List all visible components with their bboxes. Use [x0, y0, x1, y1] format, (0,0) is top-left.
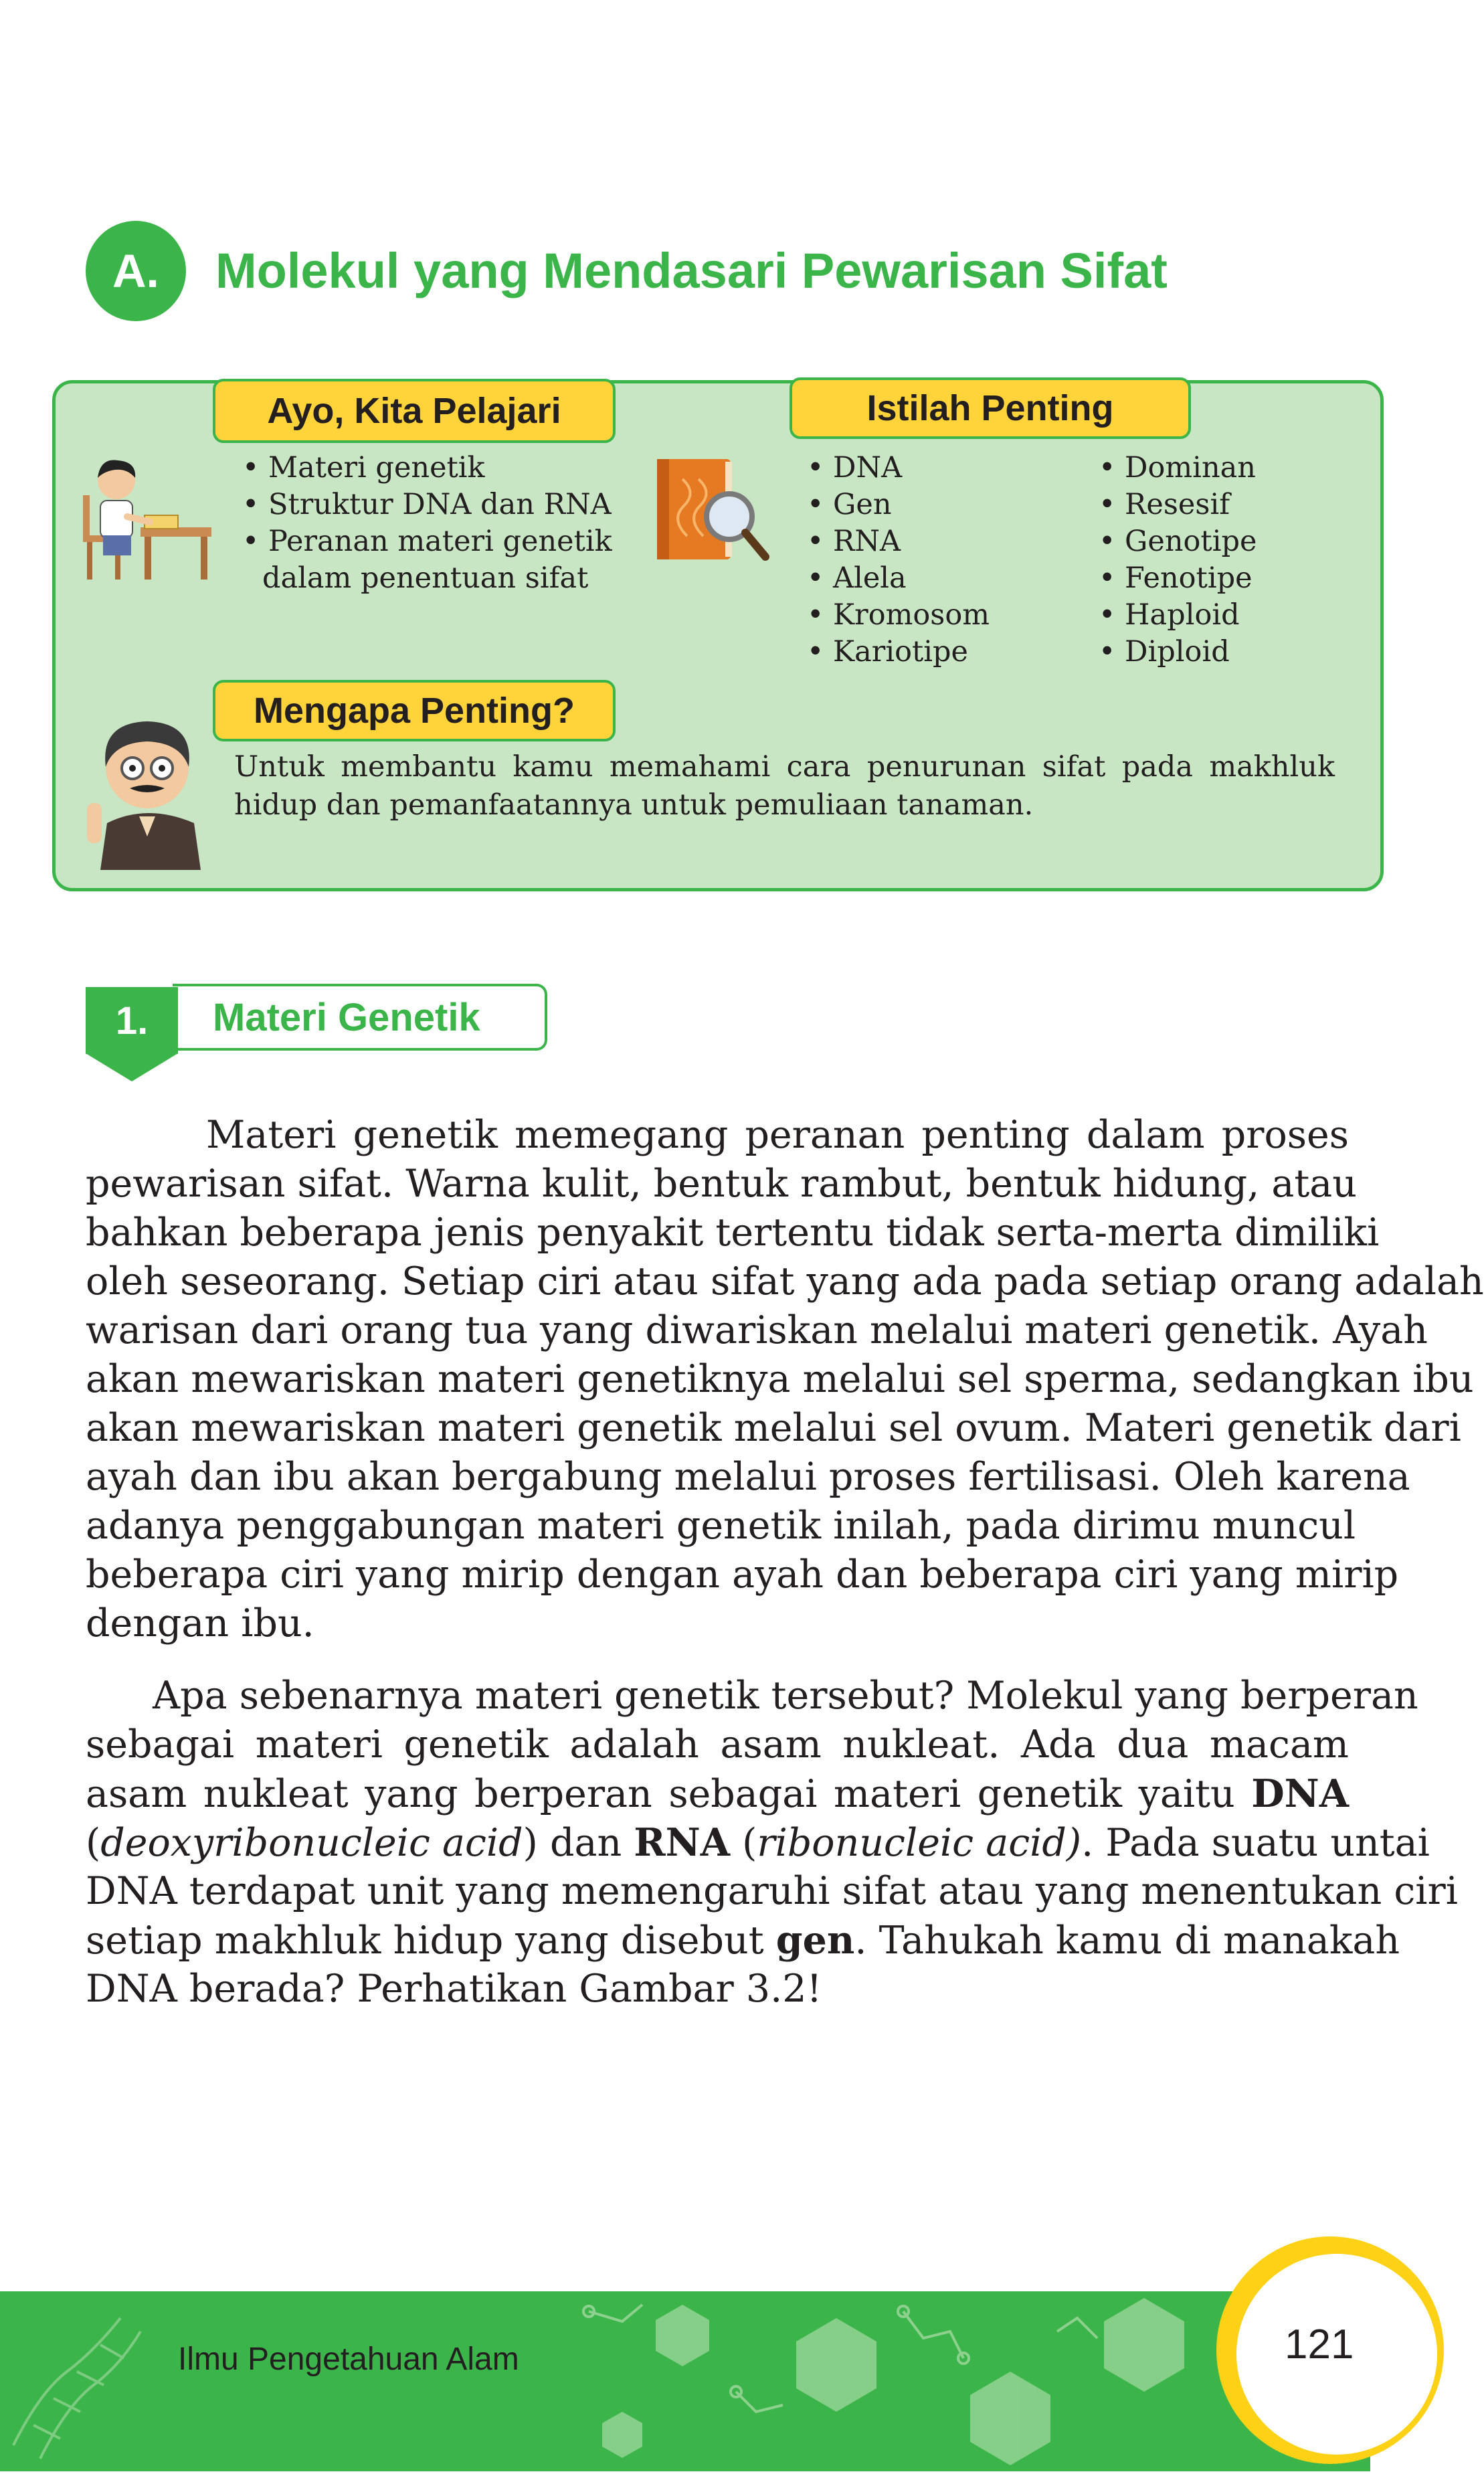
paragraph-line: pewarisan sifat. Warna kulit, bentuk rambut, bentuk hidung, atau	[86, 1162, 1357, 1206]
paragraph-line: bahkan beberapa jenis penyakit tertentu tidak serta-merta dimiliki	[86, 1211, 1380, 1255]
subsection-title: Materi Genetik	[173, 984, 547, 1051]
list-item: • Gen	[807, 487, 990, 523]
list-item: • Genotipe	[1099, 523, 1257, 560]
why-tab: Mengapa Penting?	[213, 680, 616, 741]
text-run: . Pada suatu untai	[1081, 1821, 1430, 1865]
footer-book-title: Ilmu Pengetahuan Alam	[178, 2342, 519, 2377]
list-item: • Haploid	[1099, 597, 1257, 634]
terms-tab: Istilah Penting	[790, 377, 1191, 439]
paragraph-line	[86, 1916, 1400, 1965]
learn-list-continuation: dalam penentuan sifat	[262, 561, 589, 595]
book-magnifier-icon	[650, 452, 771, 566]
list-item: • Dominan	[1099, 450, 1257, 487]
list-item: • Diploid	[1099, 634, 1257, 671]
page-number: 121	[1285, 2321, 1354, 2368]
paragraph-line: sebagai materi genetik adalah asam nukleat. Ada dua macam	[86, 1722, 1349, 1767]
student-studying-icon	[80, 455, 214, 582]
list-item: • Peranan materi genetik	[242, 523, 612, 560]
term-gen: gen	[775, 1918, 855, 1963]
paragraph-2	[86, 1672, 1458, 2014]
subsection-ribbon-tail	[86, 1053, 178, 1081]
why-text: Untuk membantu kamu memahami cara penurunan sifat pada makhluk hidup dan pemanfaatannya untuk pemuliaan tanaman.	[234, 750, 1335, 822]
text-run: (	[729, 1821, 757, 1865]
learn-list	[242, 450, 612, 560]
term-dna-full: deoxyribonucleic acid	[100, 1821, 523, 1865]
list-item: • Resesif	[1099, 487, 1257, 523]
term-dna: DNA	[1251, 1771, 1349, 1816]
paragraph-line: akan mewariskan materi genetiknya melalui sel sperma, sedangkan ibu	[86, 1357, 1474, 1401]
list-item: • Kariotipe	[807, 634, 990, 671]
term-rna-full: ribonucleic acid)	[757, 1821, 1082, 1865]
list-item: • Struktur DNA dan RNA	[242, 487, 612, 523]
list-item: • RNA	[807, 523, 990, 560]
paragraph-line: dengan ibu.	[86, 1601, 314, 1646]
terms-list-col2	[1099, 450, 1257, 671]
paragraph-line	[86, 1769, 1349, 1818]
paragraph-line: warisan dari orang tua yang diwariskan melalui materi genetik. Ayah	[86, 1308, 1428, 1352]
paragraph-line: akan mewariskan materi genetik melalui sel ovum. Materi genetik dari	[86, 1406, 1461, 1450]
section-title: Molekul yang Mendasari Pewarisan Sifat	[215, 243, 1168, 298]
text-run: (	[86, 1821, 101, 1865]
footer-molecule-decoration	[0, 2291, 1370, 2471]
list-item: • Kromosom	[807, 597, 990, 634]
terms-list-col1	[807, 450, 990, 671]
paragraph-1	[86, 1111, 1484, 1648]
paragraph-line: ayah dan ibu akan bergabung melalui proses fertilisasi. Oleh karena	[86, 1455, 1410, 1499]
list-item: • Alela	[807, 560, 990, 597]
teacher-icon	[80, 703, 214, 870]
text-run: . Tahukah kamu di manakah	[854, 1919, 1400, 1963]
paragraph-line: beberapa ciri yang mirip dengan ayah dan beberapa ciri yang mirip	[86, 1553, 1399, 1597]
list-item: • Fenotipe	[1099, 560, 1257, 597]
text-run: asam nukleat yang berperan sebagai materi genetik yaitu	[86, 1772, 1252, 1816]
list-item: • Materi genetik	[242, 450, 612, 487]
paragraph-line: adanya penggabungan materi genetik inilah, pada dirimu muncul	[86, 1504, 1356, 1548]
paragraph-line: Materi genetik memegang peranan penting dalam proses	[206, 1113, 1349, 1157]
learn-tab: Ayo, Kita Pelajari	[213, 379, 616, 443]
section-letter-badge: A.	[86, 221, 186, 321]
paragraph-line	[86, 1818, 1430, 1867]
paragraph-line: DNA berada? Perhatikan Gambar 3.2!	[86, 1967, 822, 2011]
paragraph-line: DNA terdapat unit yang memengaruhi sifat atau yang menentukan ciri	[86, 1869, 1458, 1913]
term-rna: RNA	[634, 1820, 730, 1865]
paragraph-line: oleh seseorang. Setiap ciri atau sifat yang ada pada setiap orang adalah	[86, 1259, 1484, 1304]
footer-band	[0, 2291, 1370, 2471]
subsection-number: 1.	[86, 987, 178, 1054]
text-run: setiap makhluk hidup yang disebut	[86, 1919, 776, 1963]
text-run: ) dan	[523, 1821, 634, 1865]
list-item: • DNA	[807, 450, 990, 487]
paragraph-line: Apa sebenarnya materi genetik tersebut? Molekul yang berperan	[153, 1674, 1418, 1718]
